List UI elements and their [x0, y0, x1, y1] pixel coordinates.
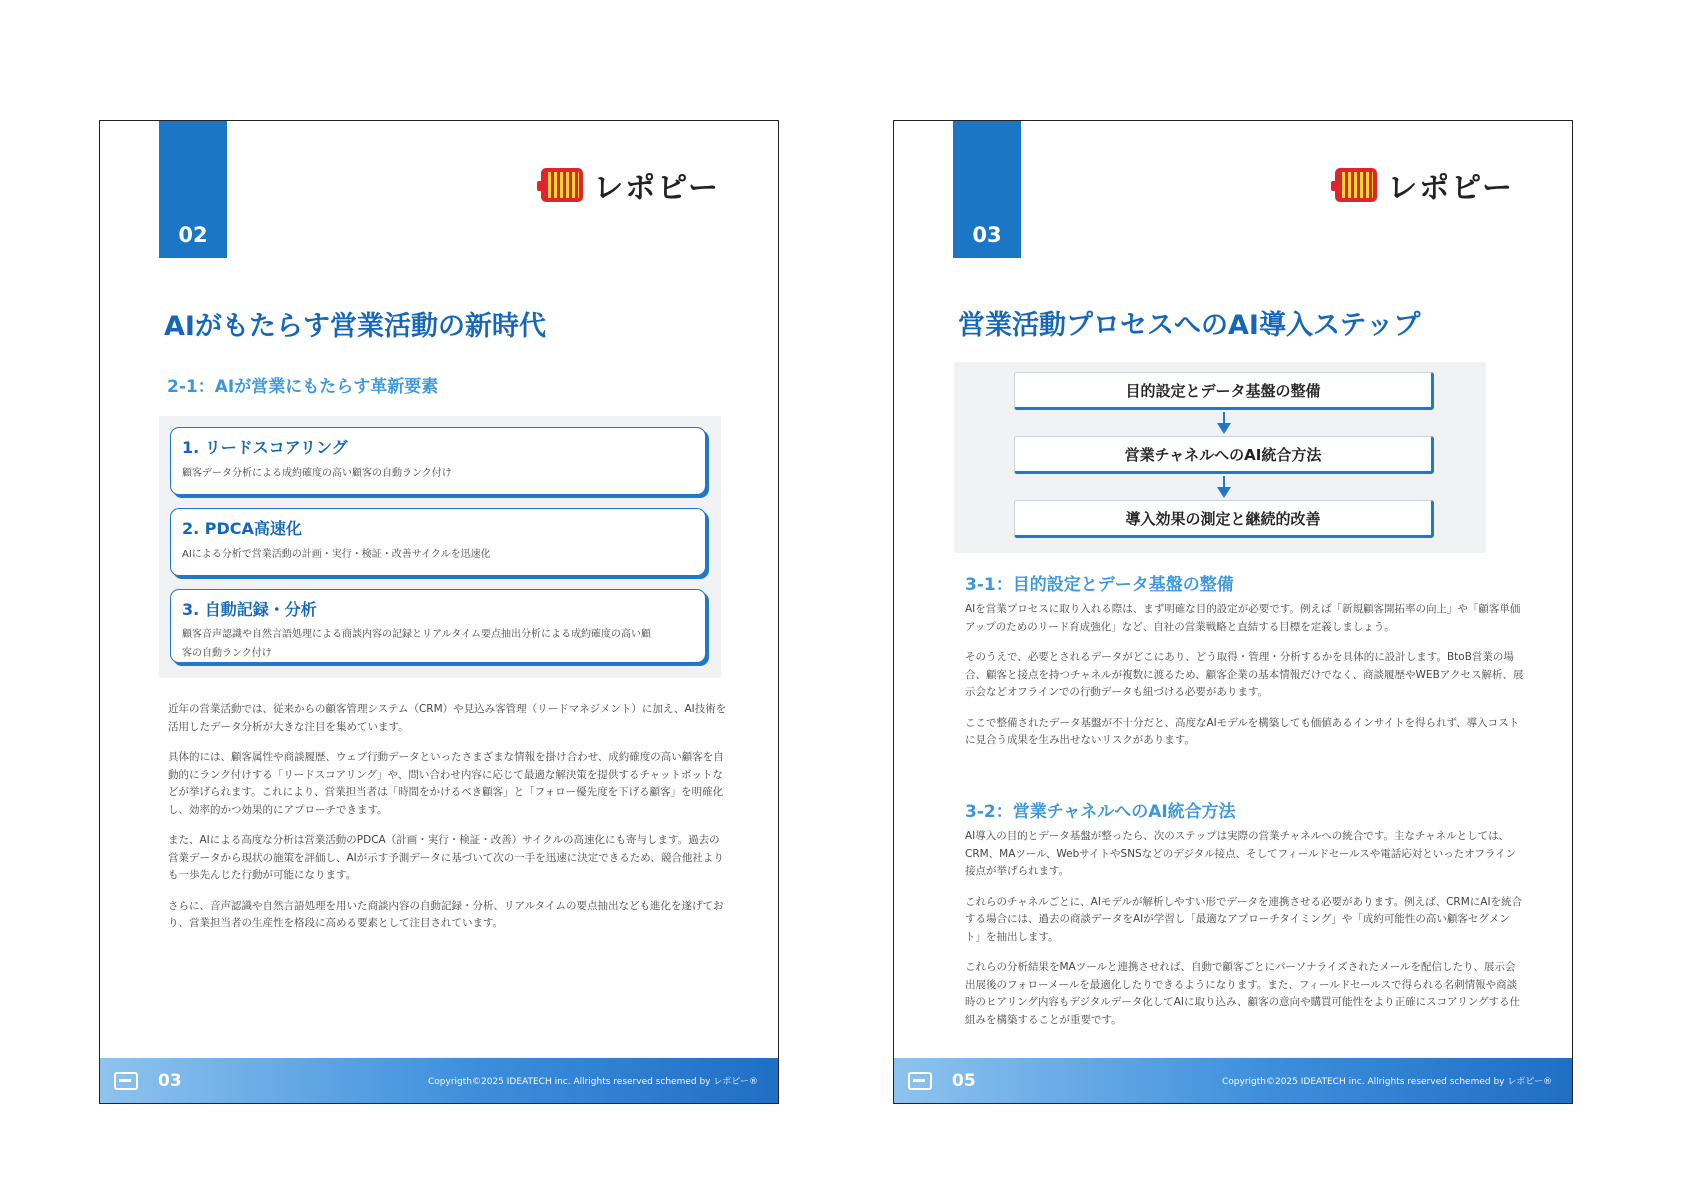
page-title: 営業活動プロセスへのAI導入ステップ — [958, 310, 1421, 341]
page-number-tab: 03 — [953, 121, 1021, 258]
page-footer — [894, 1058, 1572, 1103]
paragraph: AI導入の目的とデータ基盤が整ったら、次のステップは実際の営業チャネルへの統合です。主なチャネルとしては、CRM、MAツール、WebサイトやSNSなどのデジタル接点、そしてフィールドセールスや電話応対といったオフライン接点が挙げられます。 — [965, 830, 1517, 877]
paragraph: さらに、音声認識や自然言語処理を用いた商談内容の自動記録・分析、リアルタイムの要点抽出なども進化を遂げており、営業担当者の生産性を格段に高める要素として注目されています。 — [168, 899, 724, 929]
section2-text — [965, 828, 1525, 1042]
section-heading: 3-2：営業チャネルへのAI統合方法 — [965, 802, 1236, 822]
logo — [1335, 163, 1514, 207]
feature-card-desc: 顧客音声認識や自然言語処理による商談内容の記録とリアルタイム要点抽出分析による成約確度の高い顧客の自動ランク付け — [182, 629, 651, 659]
section1-text — [965, 601, 1525, 763]
logo-text: レポピー — [1387, 171, 1514, 206]
copyright-text: Copyrigth©2025 IDEATECH inc. Allrights reserved schemed by レポピー® — [1222, 1077, 1552, 1087]
document-page-left — [99, 120, 779, 1104]
down-arrow-icon — [1215, 476, 1233, 500]
feature-card — [170, 589, 706, 663]
paragraph: 近年の営業活動では、従来からの顧客管理システム（CRM）や見込み客管理（リードマネジメント）に加え、AI技術を活用したデータ分析が大きな注目を集めています。 — [168, 703, 727, 733]
paragraph: 具体的には、顧客属性や商談履歴、ウェブ行動データといったさまざまな情報を掛け合わせ、成約確度の高い顧客を自動的にランク付けする「リードスコアリング」や、問い合わせ内容に応じて最適な解決策を提供するチャットボットなどが挙げられます。これにより、営業担当者は「時間をかけるべき顧客」と「フォロー優先度を下げる顧客」を明確化し、効率的かつ効果的にアプローチできます。 — [168, 751, 724, 816]
feature-card-title: 3. 自動記録・分析 — [182, 600, 317, 619]
logo-icon — [1335, 168, 1377, 202]
flow-step: 目的設定とデータ基盤の整備 — [1014, 372, 1434, 410]
feature-card — [170, 508, 706, 576]
logo-text: レポピー — [593, 171, 720, 206]
book-icon — [114, 1072, 138, 1090]
document-page-right — [893, 120, 1573, 1104]
page-title: AIがもたらす営業活動の新時代 — [164, 311, 546, 342]
feature-card — [170, 427, 706, 495]
paragraph: また、AIによる高度な分析は営業活動のPDCA（計画・実行・検証・改善）サイクルの高速化にも寄与します。過去の営業データから現状の施策を評価し、AIが示す予測データに基づいて次の一手を迅速に決定できるため、競合他社よりも一歩先んじた行動が可能になります。 — [168, 834, 724, 881]
feature-card-desc: 顧客データ分析による成約確度の高い顧客の自動ランク付け — [182, 468, 452, 479]
paragraph: ここで整備されたデータ基盤が不十分だと、高度なAIモデルを構築しても価値あるインサイトを得られず、導入コストに見合う成果を生み出せないリスクがあります。 — [965, 716, 1520, 746]
paragraph: AIを営業プロセスに取り入れる際は、まず明確な目的設定が必要です。例えば「新規顧客開拓率の向上」や「顧客単価アップのためのリード育成強化」など、自社の営業戦略と直結する目標を定義しましょう。 — [965, 603, 1521, 633]
paragraph: これらのチャネルごとに、AIモデルが解析しやすい形でデータを連携させる必要があります。例えば、CRMにAIを統合する場合には、過去の商談データをAIが学習し「最適なアプローチタイミング」や「成約可能性の高い顧客セグメント」を抽出します。 — [965, 895, 1523, 943]
feature-card-title: 1. リードスコアリング — [182, 438, 348, 457]
down-arrow-icon — [1215, 412, 1233, 436]
footer-page-number: 03 — [158, 1070, 182, 1091]
section-subtitle: 2-1：AIが営業にもたらす革新要素 — [167, 377, 439, 397]
feature-card-title: 2. PDCA高速化 — [182, 519, 302, 538]
flow-diagram-panel — [954, 362, 1486, 553]
paragraph: そのうえで、必要とされるデータがどこにあり、どう取得・管理・分析するかを具体的に設計します。BtoB営業の場合、顧客と接点を持つチャネルが複数に渡るため、顧客企業の基本情報だけでなく、商談履歴やWEBアクセス解析、展示会などオフラインでの行動データも紐づける必要があります。 — [965, 651, 1524, 698]
paragraph: これらの分析結果をMAツールと連携させれば、自動で顧客ごとにパーソナライズされたメールを配信したり、展示会出展後のフォローメールを最適化したりできるようになります。また、フィールドセールスで得られる名刺情報や商談時のヒアリング内容もデジタルデータ化してAIに取り込み、顧客の意向や購買可能性をより正確にスコアリングする仕組みを構築することが重要です。 — [965, 961, 1521, 1026]
feature-panel — [159, 416, 721, 678]
book-icon — [908, 1072, 932, 1090]
page-number-tab: 02 — [159, 121, 227, 258]
copyright-text: Copyrigth©2025 IDEATECH inc. Allrights reserved schemed by レポピー® — [428, 1077, 758, 1087]
flow-step: 導入効果の測定と継続的改善 — [1014, 500, 1434, 538]
flow-step: 営業チャネルへのAI統合方法 — [1014, 436, 1434, 474]
body-text — [168, 701, 728, 946]
section-heading: 3-1：目的設定とデータ基盤の整備 — [965, 575, 1234, 595]
page-footer — [100, 1058, 778, 1103]
footer-page-number: 05 — [952, 1070, 976, 1091]
feature-card-desc: AIによる分析で営業活動の計画・実行・検証・改善サイクルを迅速化 — [182, 549, 491, 560]
logo — [541, 163, 720, 207]
logo-icon — [541, 168, 583, 202]
